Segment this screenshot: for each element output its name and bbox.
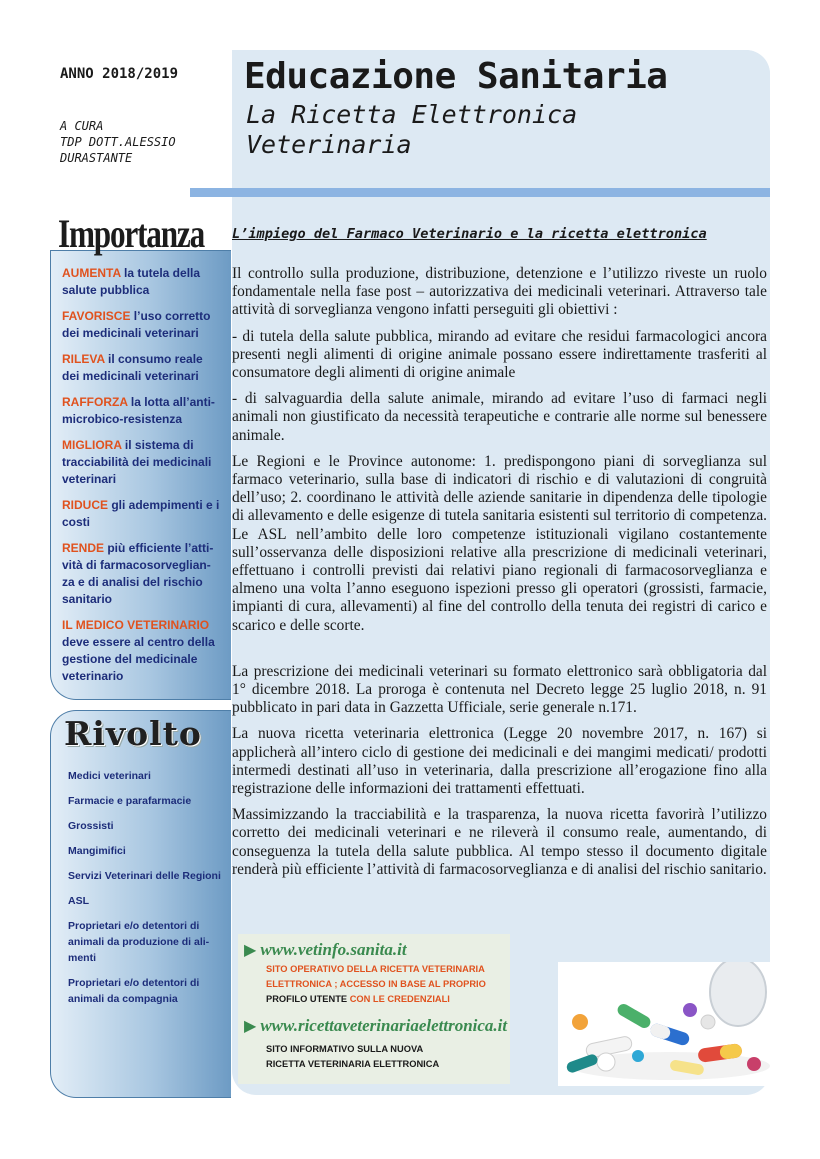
article-paragraph: Le Regioni e le Province autonome: 1. predispongono piani di sorveglianza sul farmaco veterinario, sulla base di indicatori di rischio e di valutazioni di congruità dell’uso; 2. coordinano le attività delle aziende sanitarie in dipendenza delle tipologie di allevamento e delle esigenze di tutela sanitaria esistenti sul territorio di competenza. Le ASL nell’ambito delle loro competenze istituzionali vigilano costantemente sull’osservanza delle disposizioni relative alla prescrizione di medicinali veterinari, effettuano i controlli previsti dai relativi piano regionali di farmacosorveglianza e almeno una volta l’anno eseguono ispezioni presso gli operatori (grossisti, farmacie, impianti di cura, allevamenti) al fine del controllo della tenuta dei registri di carico e scarico e delle scorte. [232,452,767,634]
importanza-text: il sistema di tracciabilità dei medicinali veterinari [62,438,212,486]
importanza-key: RIDUCE [62,498,109,512]
link-description: ELETTRONICA ; ACCESSO IN BASE AL PROPRIO [266,979,486,989]
importanza-text: più efficiente l’atti-vità di farmacosorveglian-za e di analisi del rischio sanitario [62,541,214,606]
link-vetinfo[interactable]: www.vetinfo.sanita.it [260,940,407,959]
rivolto-item: Servizi Veterinari delle Regioni [68,870,221,882]
rivolto-item: Proprietari e/o detentori di animali da compagnia [68,977,200,1005]
curator-line: DURASTANTE [60,151,133,165]
importanza-key: AUMENTA [62,266,121,280]
importanza-item [62,265,222,299]
rivolto-list [68,768,224,1016]
article-paragraph: Il controllo sulla produzione, distribuzione, detenzione e l’utilizzo riveste un ruolo fondamentale nella fase post – autorizzativa dei medicinali veterinari. Attraverso tale attività di sorveglianza vengono infatti perseguiti gli obiettivi : [232,265,767,319]
links-box [238,934,510,1084]
rivolto-item: ASL [68,895,89,907]
rivolto-item: Grossisti [68,820,114,832]
link-block-ricetta [244,1016,507,1072]
article-paragraph: La nuova ricetta veterinaria elettronica (Legge 20 novembre 2017, n. 167) si applicherà all’intero ciclo di gestione dei medicinali e dei mangimi medicati/ prodotti intermedi destinati all’uso in veterinaria, dalla prescrizione all’erogazione fino alla registrazione delle informazioni dei trattamenti effettuati. [232,725,767,798]
importanza-text: deve essere al centro della gestione del medicinale veterinario [62,635,215,683]
subtitle-line: Veterinaria [246,130,412,159]
link-description-part: CON LE CREDENZIALI [349,994,450,1004]
importanza-key: RENDE [62,541,105,555]
importanza-item [62,308,222,342]
importanza-item [62,497,222,531]
arrow-right-icon: ▶ [244,940,257,959]
importanza-item [62,351,222,385]
importanza-text: gli adempimenti e i costi [62,498,220,529]
rivolto-heading: Rivolto [64,714,202,753]
article-paragraph: - di salvaguardia della salute animale, mirando ad evitare l’uso di farmaci negli animali non giustificato da necessità terapeutiche e contrarie alle norme sul benessere animale. [232,390,767,444]
rivolto-item: Medici veterinari [68,770,151,782]
link-description-part: PROFILO UTENTE [266,994,350,1004]
header-divider [190,188,770,197]
pills-illustration [558,962,770,1086]
importanza-text: l’uso corretto dei medicinali veterinari [62,309,211,340]
page-title: Educazione Sanitaria [244,56,668,97]
link-description: SITO OPERATIVO DELLA RICETTA VETERINARIA [266,964,485,974]
link-ricetta[interactable]: www.ricettaveterinariaelettronica.it [260,1016,508,1035]
importanza-item [62,437,222,488]
importanza-text: la tutela della salute pubblica [62,266,201,297]
article-title: L’impiego del Farmaco Veterinario e la ricetta elettronica [232,226,707,242]
importanza-item [62,617,222,685]
rivolto-item: Proprietari e/o detentori di animali da produzione di ali-menti [68,920,210,964]
article-paragraph: Massimizzando la tracciabilità e la trasparenza, la nuova ricetta favorirà l’utilizzo corretto dei medicinali veterinari e ne rileverà il consumo reale, aumentando, di conseguenza la tutela della salute pubblica. Al tempo stesso il documento digitale renderà più efficiente l’attività di farmacosorveglianza e di analisi del rischio sanitario. [232,806,767,878]
article-body [232,265,767,887]
importanza-list [62,265,222,694]
link-block-vetinfo [244,940,486,1007]
curator [60,118,176,166]
importanza-item [62,394,222,428]
rivolto-item: Mangimifici [68,845,126,857]
link-description: SITO INFORMATIVO SULLA NUOVA [266,1044,424,1054]
importanza-key: FAVORISCE [62,309,131,323]
importanza-key: RAFFORZA [62,395,128,409]
rivolto-item: Farmacie e parafarmacie [68,795,192,807]
importanza-key: RILEVA [62,352,105,366]
curator-line: A CURA [60,119,104,133]
page-subtitle [246,100,577,160]
link-description: RICETTA VETERINARIA ELETTRONICA [266,1059,440,1069]
importanza-text: il consumo reale dei medicinali veterinari [62,352,203,383]
importanza-heading: Importanza [58,211,205,256]
article-paragraph: - di tutela della salute pubblica, mirando ad evitare che residui farmacologici ancora presenti negli alimenti di origine animale possano essere indirettamente trasferiti al consumatore degli alimenti di origine animale [232,327,767,382]
importanza-key: IL MEDICO VETERINARIO [62,618,210,632]
link-description [266,992,486,1007]
school-year: ANNO 2018/2019 [60,66,179,82]
subtitle-line: La Ricetta Elettronica [246,100,578,129]
arrow-right-icon: ▶ [244,1016,257,1035]
importanza-key: MIGLIORA [62,438,122,452]
article-paragraph: La prescrizione dei medicinali veterinari su formato elettronico sarà obbligatoria dal 1° dicembre 2018. La proroga è contenuta nel Decreto legge 25 luglio 2018, n. 91 pubblicato in pari data in Gazzetta Ufficiale, serie generale n.171. [232,662,767,717]
curator-line: TDP DOTT.ALESSIO [60,135,176,149]
importanza-text: la lotta all’anti-microbico-resistenza [62,395,215,426]
importanza-item [62,540,222,608]
